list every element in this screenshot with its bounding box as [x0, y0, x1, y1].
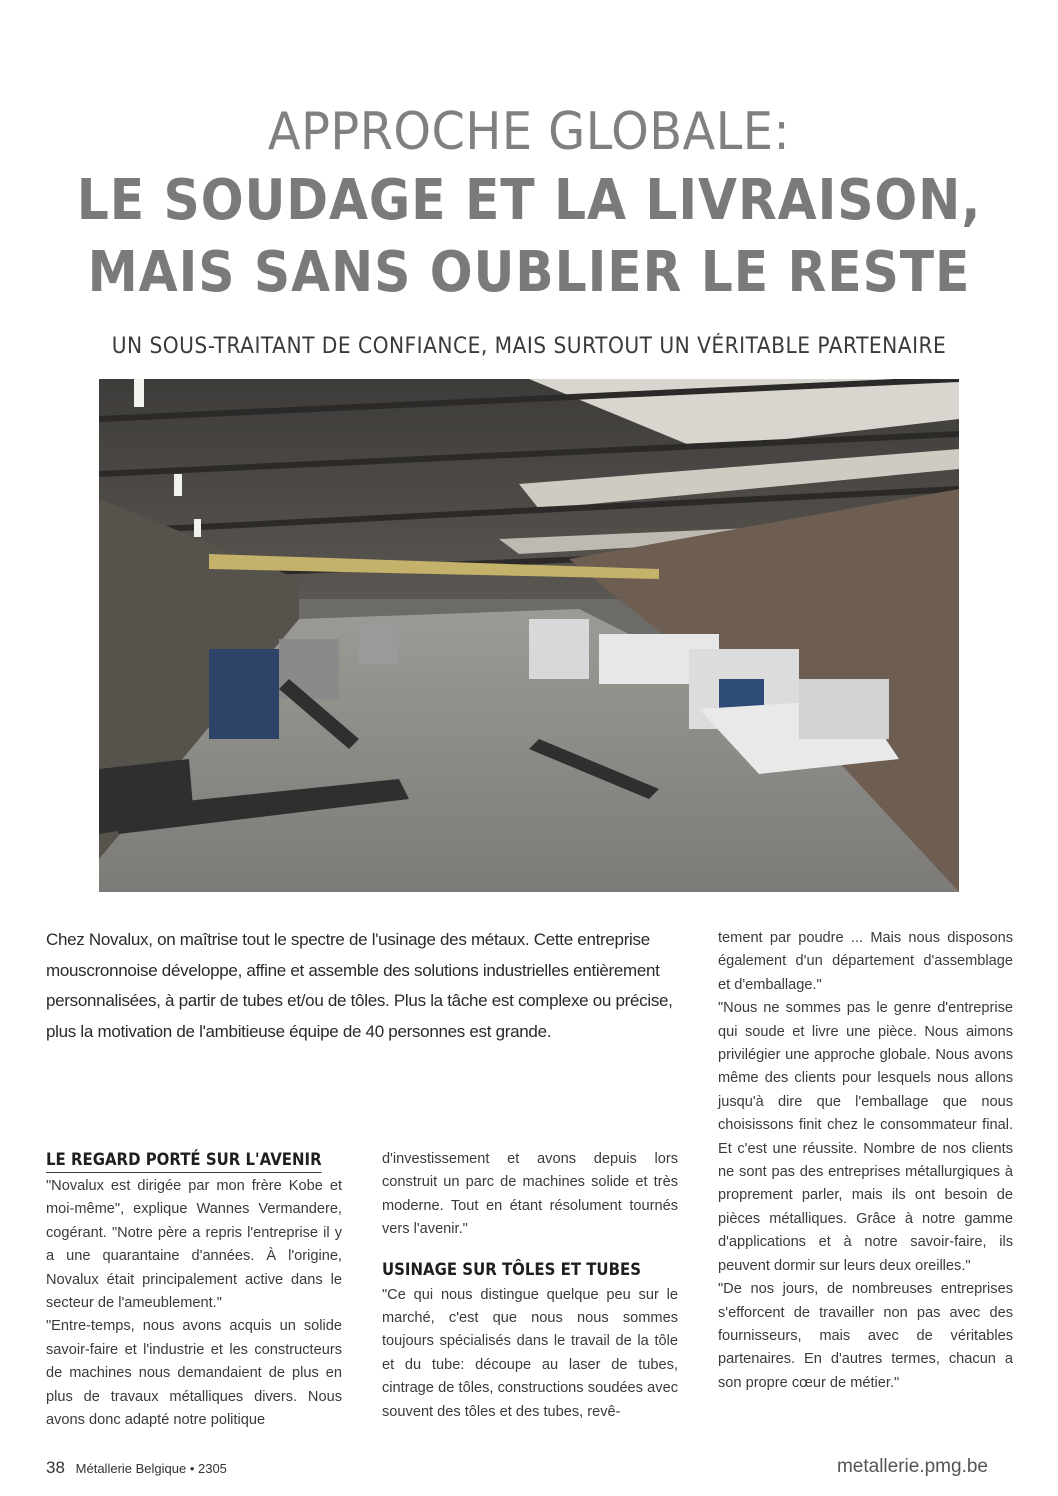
title-line-3: MAIS SANS OUBLIER LE RESTE — [87, 240, 971, 305]
section-heading-usinage-text: USINAGE SUR TÔLES ET TUBES — [382, 1259, 641, 1280]
column-3 — [718, 927, 1013, 1395]
title-line-2: LE SOUDAGE ET LA LIVRAISON, — [76, 168, 982, 233]
paragraph: "De nos jours, de nombreuses entreprises s'efforcent de travailler non pas avec des fournisseurs, mais avec de véritables partenaires. En d'autres termes, chacun a son propre cœur de métier." — [718, 1281, 1013, 1391]
page-number: 38 — [46, 1458, 65, 1477]
title-line-1: APPROCHE GLOBALE: — [267, 102, 791, 162]
column-1 — [46, 1148, 342, 1432]
publication-name: Métallerie Belgique • 2305 — [75, 1461, 227, 1476]
column-2 — [382, 1148, 678, 1424]
paragraph: tement par poudre ... Mais nous disposons également d'un département d'assemblage et d'emballage." — [718, 930, 1013, 993]
section-heading-avenir-text: LE REGARD PORTÉ SUR L'AVENIR — [46, 1148, 322, 1173]
paragraph: d'investissement et avons depuis lors construit un parc de machines solide et très moderne. Tout en étant résolument tournés vers l'avenir." — [382, 1151, 678, 1238]
intro-paragraph: Chez Novalux, on maîtrise tout le spectre de l'usinage des métaux. Cette entreprise mouscronnoise développe, affine et assemble des solutions industrielles entièrement personnalisées, à partir de tubes et/ou de tôles. Plus la tâche est complexe ou précise, plus la motivation de l'ambitieuse équipe de 40 personnes est grande. — [46, 930, 673, 1041]
paragraph: "Ce qui nous distingue quelque peu sur le marché, c'est que nous nous sommes toujours spécialisés dans le travail de la tôle et du tube: découpe au laser de tubes, cintrage de tôles, constructions soudées avec souvent des tôles et des tubes, revê- — [382, 1286, 678, 1420]
subtitle: UN SOUS-TRAITANT DE CONFIANCE, MAIS SURTOUT UN VÉRITABLE PARTENAIRE — [111, 334, 947, 359]
footer-left — [46, 1458, 227, 1478]
website-link[interactable]: metallerie.pmg.be — [836, 1456, 988, 1477]
paragraph: "Nous ne sommes pas le genre d'entreprise qui soude et livre une pièce. Nous aimons privilégier une approche globale. Nous avons même des clients pour lesquels nous allons jusqu'à dire que l'emballage que nous choisissons finit chez le consommateur final. Et c'est une réussite. Nombre de nos clients ne sont pas des entreprises métallurgiques à proprement parler, mais ils ont besoin de pièces métalliques. Grâce à notre gamme d'applications et à notre savoir-faire, ils peuvent dormir sur leurs deux oreilles." — [718, 1000, 1013, 1274]
paragraph: "Entre-temps, nous avons acquis un solide savoir-faire et l'industrie et les constructeurs de machines nous demandaient de plus en plus de travaux métalliques divers. Nous avons donc adapté notre politique — [46, 1318, 342, 1429]
section-heading-usinage — [382, 1258, 642, 1282]
paragraph: "Novalux est dirigée par mon frère Kobe et moi-même", explique Wannes Vermandere, cogérant. "Notre père a repris l'entreprise il y a une quarantaine d'années. À l'origine, Novalux était principalement active dans le secteur de l'ameublement." — [46, 1178, 342, 1312]
section-heading-avenir — [46, 1148, 322, 1173]
factory-photo — [99, 379, 959, 892]
